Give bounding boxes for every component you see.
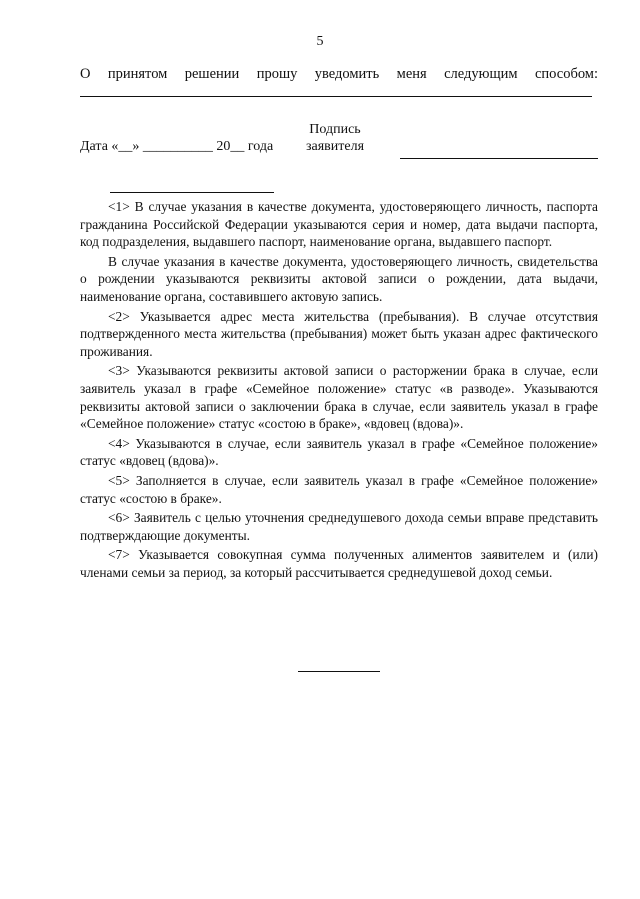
- signature-label-line1: Подпись: [309, 122, 361, 137]
- signature-label-line2: заявителя: [305, 139, 365, 154]
- footnote-separator: [110, 192, 274, 193]
- footnote-4: <4> Указываются в случае, если заявитель указал в графе «Семейное положение» статус «вдовец (вдова)».: [80, 435, 598, 469]
- footnote-7: <7> Указывается совокупная сумма полученных алиментов заявителем и (или) членами семьи за период, за который рассчитывается среднедушевой доход семьи.: [80, 547, 598, 580]
- footnote-1-birth-certificate: В случае указания в качестве документа, удостоверяющего личность, свидетельства о рождении указываются реквизиты актовой записи о рождении, дата выдачи, наименование органа, составившего актовую запись.: [80, 253, 598, 304]
- footnote-1: <1> В случае указания в качестве документа, удостоверяющего личность, паспорта гражданина Российской Федерации указываются серия и номер, дата выдачи паспорта, код подразделения, выдавшего паспорт, наименование органа, выдавшего паспорт.: [80, 199, 598, 250]
- date-field-text: Дата «__» __________ 20__ года: [80, 139, 274, 154]
- notification-method-line: [80, 96, 592, 97]
- footnote-3: <3> Указываются реквизиты актовой записи о расторжении брака в случае, если заявитель указал в графе «Семейное положение» статус «в разводе». Указываются реквизиты актовой записи о заключении брака в случае, если заявитель указал в графе «Семейное положение» статус «состою в браке», «вдовец (вдова)».: [80, 363, 598, 432]
- end-separator: [298, 671, 380, 672]
- footnote-2: <2> Указывается адрес места жительства (пребывания). В случае отсутствия подтвержденного места жительства (пребывания) может быть указан адрес фактического проживания.: [80, 308, 598, 359]
- footnote-5: <5> Заполняется в случае, если заявитель указал в графе «Семейное положение» статус «состою в браке».: [80, 472, 598, 506]
- signature-line: [400, 158, 598, 159]
- notification-request-text: О принятом решении прошу уведомить меня следующим способом:: [80, 66, 598, 82]
- footnote-6: <6> Заявитель с целью уточнения среднедушевого дохода семьи вправе представить подтверждающие документы.: [80, 510, 598, 543]
- signature-label: [300, 121, 370, 155]
- page-number: 5: [316, 34, 324, 49]
- footnotes-block: [80, 198, 598, 581]
